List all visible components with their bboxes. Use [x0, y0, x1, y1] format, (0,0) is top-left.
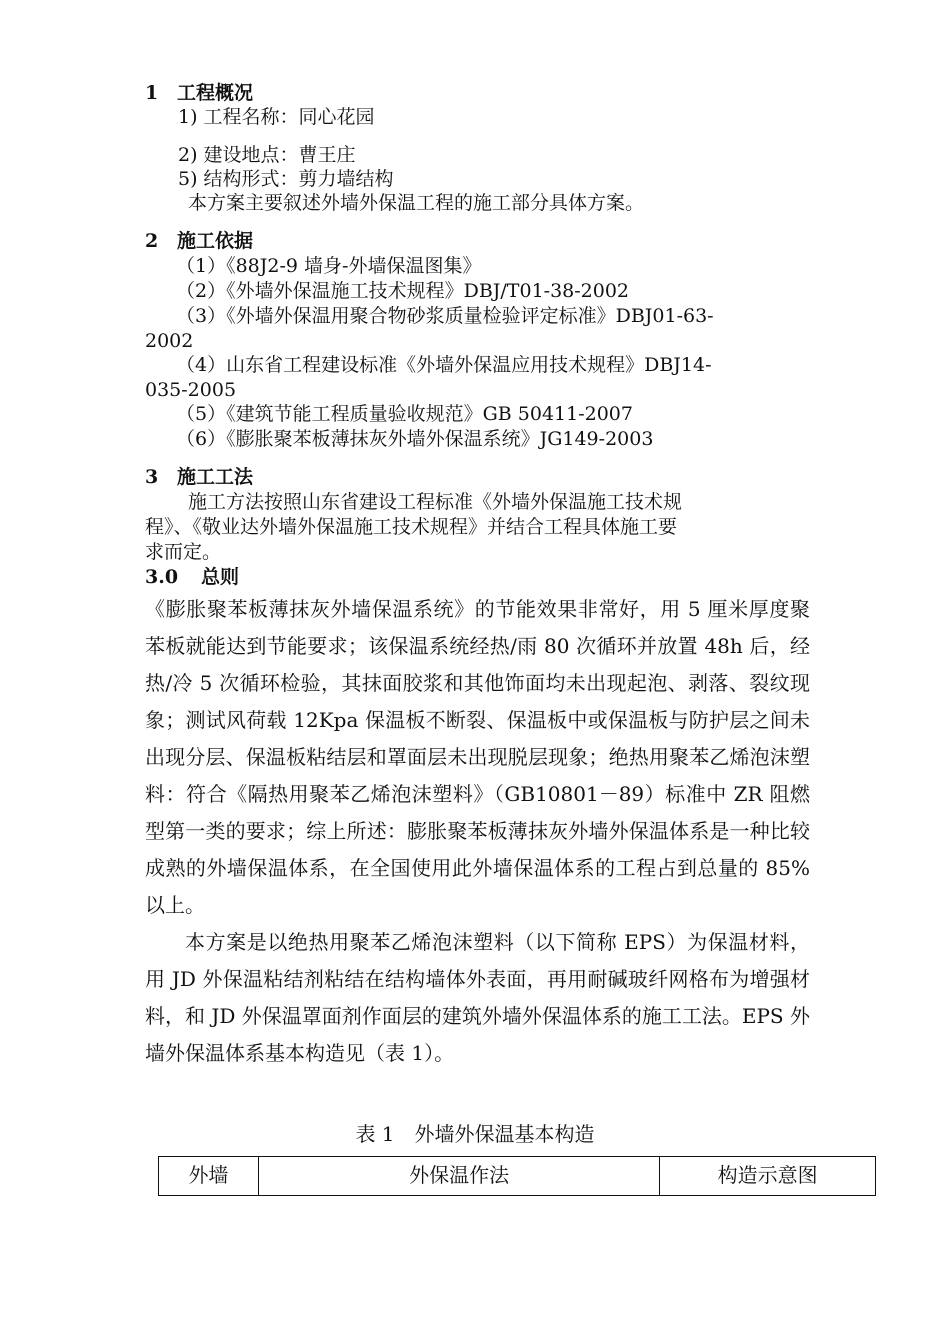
reference-item-continued: 2002 [145, 330, 194, 352]
reference-item: （3）《外墙外保温用聚合物砂浆质量检验评定标准》DBJ01-63- [176, 305, 714, 327]
reference-item: （2）《外墙外保温施工技术规程》DBJ/T01-38-2002 [176, 280, 630, 302]
general-principles-body [145, 591, 810, 1072]
section-3-title: 施工工法 [177, 466, 254, 488]
section-1-number: 1 [145, 82, 159, 104]
section-3-heading [145, 465, 253, 489]
table-header-row [159, 1157, 876, 1196]
section-2-heading [145, 229, 253, 253]
reference-item: （4）山东省工程建设标准《外墙外保温应用技术规程》DBJ14- [176, 354, 712, 376]
structure-type-line: 5) 结构形式：剪力墙结构 [178, 168, 394, 190]
reference-item: （5）《建筑节能工程质量验收规范》GB 50411-2007 [176, 403, 633, 425]
section-1-heading [145, 81, 253, 105]
method-line: 求而定。 [145, 541, 222, 563]
section-3-0-number: 3.0 [145, 566, 179, 588]
section-3-number: 3 [145, 466, 159, 488]
general-principles-paragraph-1: 《膨胀聚苯板薄抹灰外墙保温系统》的节能效果非常好，用 5 厘米厚度聚苯板就能达到节能要求；该保温系统经热/雨 80 次循环并放置 48h 后，经热/冷 5 次循环检验，其抹面胶浆和其他饰面均未出现起泡、剥落、裂纹现象；测试风荷载 12Kpa 保温板不断裂、保温板中或保温板与防护层之间未出现分层、保温板粘结层和罩面层未出现脱层现象；绝热用聚苯乙烯泡沫塑料：符合《隔热用聚苯乙烯泡沫塑料》（GB10801－89）标准中 ZR 阻燃型第一类的要求；综上所述：膨胀聚苯板薄抹灰外墙外保温体系是一种比较成熟的外墙保温体系，在全国使用此外墙保温体系的工程占到总量的 85%以上。 [145, 597, 810, 917]
table-header-diagram: 构造示意图 [660, 1157, 876, 1196]
section-1-title: 工程概况 [177, 82, 254, 104]
section-2-title: 施工依据 [177, 230, 254, 252]
section-3-0-heading [145, 565, 239, 589]
method-line: 程》、《敬业达外墙外保温施工技术规程》并结合工程具体施工要 [145, 516, 678, 538]
table-1-caption: 表 1 外墙外保温基本构造 [355, 1122, 595, 1146]
table-header-method: 外保温作法 [258, 1157, 659, 1196]
project-name-line: 1) 工程名称：同心花园 [178, 106, 375, 128]
section-3-0-title: 总则 [201, 566, 240, 588]
table-header-wall: 外墙 [159, 1157, 259, 1196]
scheme-summary-line: 本方案主要叙述外墙外保温工程的施工部分具体方案。 [188, 192, 645, 214]
reference-item-continued: 035-2005 [145, 379, 237, 401]
method-line: 施工方法按照山东省建设工程标准《外墙外保温施工技术规 [188, 491, 683, 513]
general-principles-paragraph-2: 本方案是以绝热用聚苯乙烯泡沫塑料（以下简称 EPS）为保温材料，用 JD 外保温粘结剂粘结在结构墙体外表面，再用耐碱玻纤网格布为增强材料，和 JD 外保温罩面剂作面层的建筑外墙外保温体系的施工工法。EPS 外墙外保温体系基本构造见（表 1）。 [145, 930, 810, 1065]
reference-item: （6）《膨胀聚苯板薄抹灰外墙外保温系统》JG149-2003 [176, 428, 654, 450]
table-1 [158, 1156, 876, 1196]
section-2-number: 2 [145, 230, 159, 252]
construction-site-line: 2) 建设地点：曹王庄 [178, 144, 356, 166]
reference-item: （1）《88J2-9 墙身-外墙保温图集》 [176, 255, 482, 277]
